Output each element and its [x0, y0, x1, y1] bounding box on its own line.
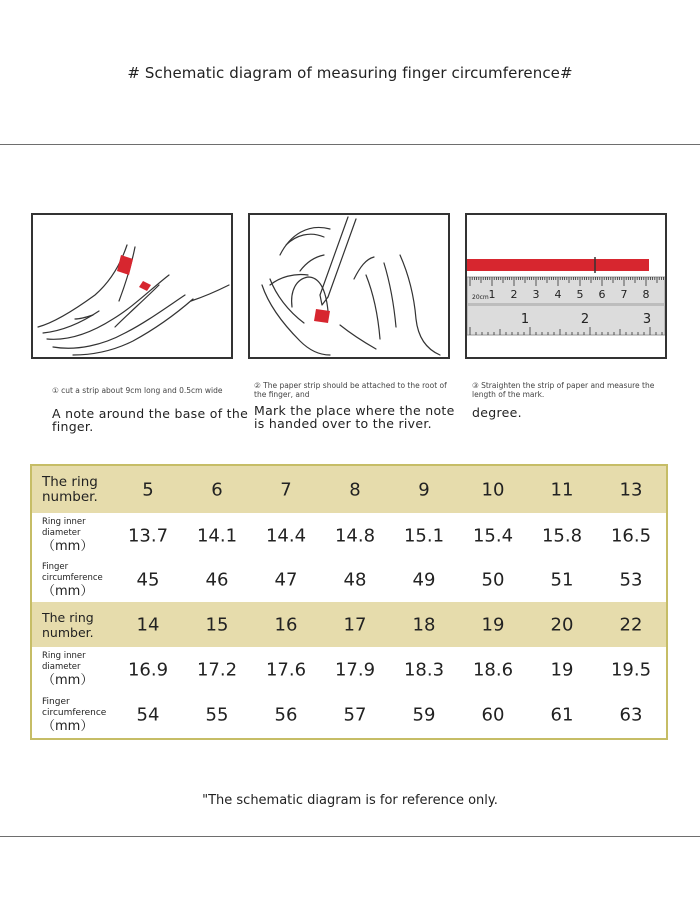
ruler-unit-label: 20cm	[472, 294, 489, 301]
table-cell: 16.5	[610, 525, 652, 546]
row-header-label: Finger circumference	[42, 561, 103, 583]
table-cell: 61	[550, 704, 574, 726]
step-1-instruction: ① cut a strip about 9cm long and 0.5cm wide	[52, 386, 223, 395]
ruler-top-number: 3	[532, 288, 540, 301]
row-header-label: Finger circumference	[42, 696, 107, 718]
table-cell: 15.4	[472, 525, 514, 546]
table-cell: 16.9	[127, 659, 169, 680]
table-cell: 18.3	[403, 659, 445, 680]
table-cell: 17.9	[334, 659, 376, 680]
table-cell: 13.7	[127, 525, 169, 546]
row-header	[32, 697, 114, 734]
paper-strip-end	[139, 281, 151, 291]
marking-illustration	[250, 215, 448, 357]
table-cell: 60	[481, 704, 505, 726]
table-cell: 46	[205, 569, 229, 591]
table-cell: 14.1	[196, 525, 238, 546]
table-cell: 14.4	[265, 525, 307, 546]
table-row-circumference	[32, 692, 666, 738]
ruler-top-number: 6	[598, 288, 606, 301]
table-cell: 13	[619, 479, 643, 500]
step-3-caption	[472, 381, 677, 419]
table-cell: 11	[550, 479, 574, 500]
table-cell: 18.6	[472, 659, 514, 680]
reference-note: "The schematic diagram is for reference only.	[202, 793, 498, 808]
ruler-bottom-number: 1	[520, 312, 530, 327]
row-header-unit: （mm）	[42, 539, 94, 554]
table-cell: 53	[619, 569, 643, 591]
ruler-top-number: 8	[642, 288, 650, 301]
table-cell: 57	[343, 704, 367, 726]
row-header: The ring number.	[42, 609, 94, 640]
table-cell: 50	[481, 569, 505, 591]
table-cell: 22	[619, 614, 643, 635]
table-cell: 54	[136, 704, 160, 726]
step-2-note: Mark the place where the note is handed over to the river.	[254, 403, 455, 431]
table-row-ring-number	[32, 602, 666, 647]
row-header-unit: （mm）	[42, 583, 94, 599]
table-row-inner-diameter	[32, 647, 666, 692]
step-3-note: degree.	[472, 405, 522, 420]
table-cell: 16	[274, 614, 298, 635]
row-header-unit: （mm）	[42, 718, 94, 734]
row-header	[32, 651, 114, 688]
table-cell: 10	[481, 479, 505, 500]
step-3-illustration	[465, 213, 667, 359]
step-1-caption	[52, 381, 257, 433]
table-cell: 49	[412, 569, 436, 591]
table-cell: 19.5	[610, 659, 652, 680]
ring-size-table	[30, 464, 668, 740]
ruler-top-number: 7	[620, 288, 628, 301]
step-2-instruction: ② The paper strip should be attached to the root of the finger, and	[254, 381, 447, 399]
table-cell: 14	[136, 614, 160, 635]
table-cell: 18	[412, 614, 436, 635]
ruler-top-number: 2	[510, 288, 518, 301]
paper-strip	[117, 255, 133, 275]
table-cell: 6	[211, 479, 223, 500]
row-header-unit: （mm）	[42, 673, 94, 688]
table-cell: 20	[550, 614, 574, 635]
row-header-label: Ring inner diameter	[42, 651, 86, 672]
paper-strip	[314, 309, 330, 323]
table-cell: 17.2	[196, 659, 238, 680]
table-cell: 19	[550, 659, 574, 680]
ruler-top-number: 4	[554, 288, 562, 301]
row-header	[32, 517, 114, 554]
table-cell: 63	[619, 704, 643, 726]
ruler-bottom-number: 3	[642, 312, 652, 327]
row-header: The ring number.	[42, 473, 98, 505]
step-2-caption	[254, 381, 459, 430]
table-cell: 17.6	[265, 659, 307, 680]
ruler-top-number: 5	[576, 288, 584, 301]
table-cell: 15.1	[403, 525, 445, 546]
ruler-illustration	[467, 215, 665, 357]
step-1-note: A note around the base of the finger.	[52, 406, 249, 434]
table-cell: 5	[142, 479, 154, 500]
table-cell: 56	[274, 704, 298, 726]
row-header-label: Ring inner diameter	[42, 517, 86, 538]
page-title: # Schematic diagram of measuring finger circumference#	[127, 64, 573, 82]
step-2-illustration	[248, 213, 450, 359]
ruler-bottom-number: 2	[580, 312, 590, 327]
table-cell: 55	[205, 704, 229, 726]
top-divider	[0, 144, 700, 145]
table-cell: 47	[274, 569, 298, 591]
table-cell: 7	[280, 479, 292, 500]
step-3-instruction: ③ Straighten the strip of paper and measure the length of the mark.	[472, 381, 655, 399]
table-cell: 59	[412, 704, 436, 726]
table-row-ring-number	[32, 466, 666, 513]
table-row-circumference	[32, 558, 666, 602]
hand-wrap-illustration	[33, 215, 231, 357]
table-cell: 15	[205, 614, 229, 635]
table-cell: 8	[349, 479, 361, 500]
table-cell: 51	[550, 569, 574, 591]
table-cell: 9	[418, 479, 430, 500]
ruler-top-number: 1	[488, 288, 496, 301]
measured-strip	[467, 259, 649, 271]
table-cell: 45	[136, 569, 160, 591]
table-cell: 19	[481, 614, 505, 635]
table-row-inner-diameter	[32, 513, 666, 558]
table-cell: 17	[343, 614, 367, 635]
table-cell: 15.8	[541, 525, 583, 546]
table-cell: 48	[343, 569, 367, 591]
table-cell: 14.8	[334, 525, 376, 546]
row-header	[32, 562, 114, 599]
bottom-divider	[0, 836, 700, 837]
step-1-illustration	[31, 213, 233, 359]
